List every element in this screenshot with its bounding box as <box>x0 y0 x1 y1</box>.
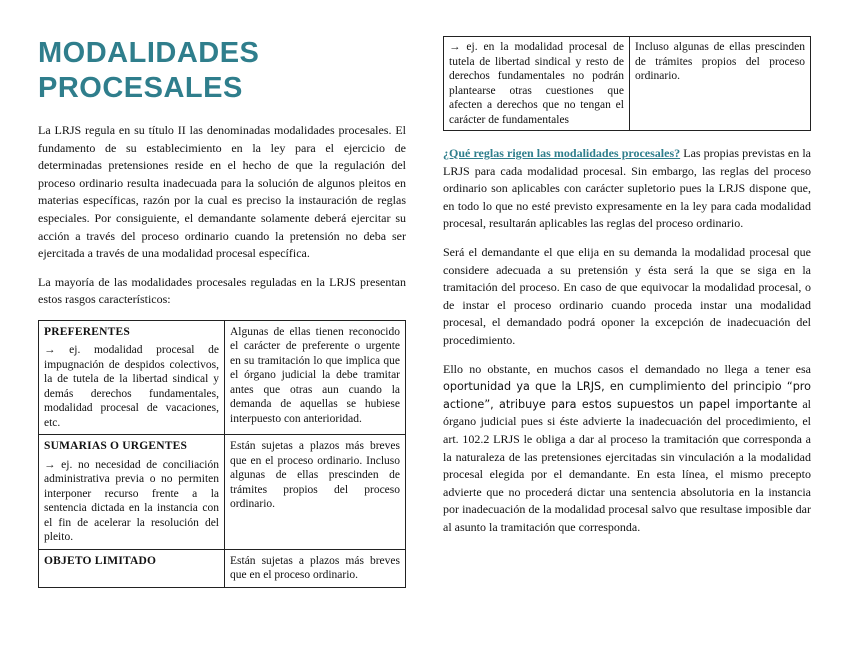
plaintiff-choice-paragraph: Será el demandante el que elija en su demanda la modalidad procesal que considere adecuada a su pretensión y ésta será la que se siga en la tramitación del proceso. En caso de que equivocar la modalidad procesal, o de instar el proceso ordinario cuando proceda instar una modalidad procesal, el demandado podrá oponer la excepción de inadecuación del procedimiento. <box>443 244 811 347</box>
page-title: MODALIDADES PROCESALES <box>38 37 260 104</box>
table-row <box>444 37 811 131</box>
table-row <box>39 549 406 587</box>
rules-paragraph <box>443 145 811 233</box>
features-intro-paragraph: La mayoría de las modalidades procesales reguladas en la LRJS presentan estos rasgos característicos: <box>38 274 406 307</box>
table-cell-category <box>39 320 225 435</box>
category-label: OBJETO LIMITADO <box>44 554 157 567</box>
left-column <box>38 36 406 588</box>
category-example: → ej. modalidad procesal de impugnación de despidos colectivos, la de tutela de la libertad sindical y demás derechos fundamentales, modalidad procesal de vacaciones, etc. <box>44 344 219 429</box>
table-cell-description: Están sujetas a plazos más breves que en el proceso ordinario. <box>225 549 406 587</box>
features-table <box>38 320 406 588</box>
table-cell-category <box>39 435 225 550</box>
pro-actione-text-b: al órgano judicial pues si éste advierte la inadecuación del procedimiento, el art. 102.2 LRJS le obliga a dar al proceso la tramitación que corresponda a la naturaleza de las pretensiones ejercitadas sin vinculación a la modalidad procesal elegida por el demandante. En esta línea, el mismo precepto advierte que no procederá dictar una sentencia absolutoria en la instancia por inadecuación de la modalidad procesal salvo que resultase imposible dar al asunto la tramitación que corresponda. <box>443 396 811 534</box>
table-cell-description: Incluso algunas de ellas prescinden de trámites propios del proceso ordinario. <box>630 37 811 131</box>
rules-question-link[interactable]: ¿Qué reglas rigen las modalidades procesales? <box>443 146 681 160</box>
right-column <box>443 36 811 536</box>
category-label: PREFERENTES <box>44 325 130 338</box>
pro-actione-text-a: Ello no obstante, en muchos casos el demandado no llega a tener esa <box>443 361 811 376</box>
intro-paragraph: La LRJS regula en su título II las denominadas modalidades procesales. El fundamento de su establecimiento en la ley para el ejercicio de determinadas pretensiones reside en el hecho de que la regulación del proceso ordinario resulta inadecuada para la solución de algunos pleitos en materias específicas, razón por la cual es preciso la instauración de reglas especiales. Por consiguiente, el demandante solamente deberá ejercitar su acción a través del proceso ordinario cuando la pretensión no deba ser ejercitada a través de una modalidad procesal específica. <box>38 123 406 261</box>
table-cell-description: Algunas de ellas tienen reconocido el carácter de preferente o urgente en su tramitación lo que implica que el órgano judicial la debe tramitar antes que otras aun cuando la demanda de aquellas se hubiese interpuesto con anterioridad. <box>225 320 406 435</box>
table-cell-category <box>39 549 225 587</box>
table-cell-example: → ej. en la modalidad procesal de tutela de libertad sindical y resto de derechos fundamentales no podrán plantearse otras cuestiones que afecten a derechos que no tengan el carácter de fundamentales <box>444 37 630 131</box>
category-label: SUMARIAS O URGENTES <box>44 440 188 453</box>
rules-answer: Las propias previstas en la LRJS para cada modalidad procesal. Sin embargo, las reglas del proceso ordinario son aplicables con carácter supletorio pues la LRJS dispone que, en todo lo que no esté previsto expresamente en la ley para cada modalidad procesal, resultarán aplicables las reglas del proceso ordinario. <box>443 146 811 231</box>
table-row <box>39 435 406 550</box>
category-example: → ej. no necesidad de conciliación administrativa previa o no permiten interponer recurso frente a la sentencia dictada en la instancia con el fin de acelerar la resolución del pleito. <box>44 458 219 544</box>
features-table-continued <box>443 36 811 131</box>
table-row <box>39 320 406 435</box>
pro-actione-paragraph <box>443 361 811 537</box>
pro-actione-text-alt: oportunidad ya que la LRJS, en cumplimiento del principio “pro actione”, atribuye para estos supuestos un papel importante <box>443 380 811 411</box>
table-cell-description: Están sujetas a plazos más breves que en el proceso ordinario. Incluso algunas de ellas prescinden de trámites propios del proceso ordinario. <box>225 435 406 550</box>
